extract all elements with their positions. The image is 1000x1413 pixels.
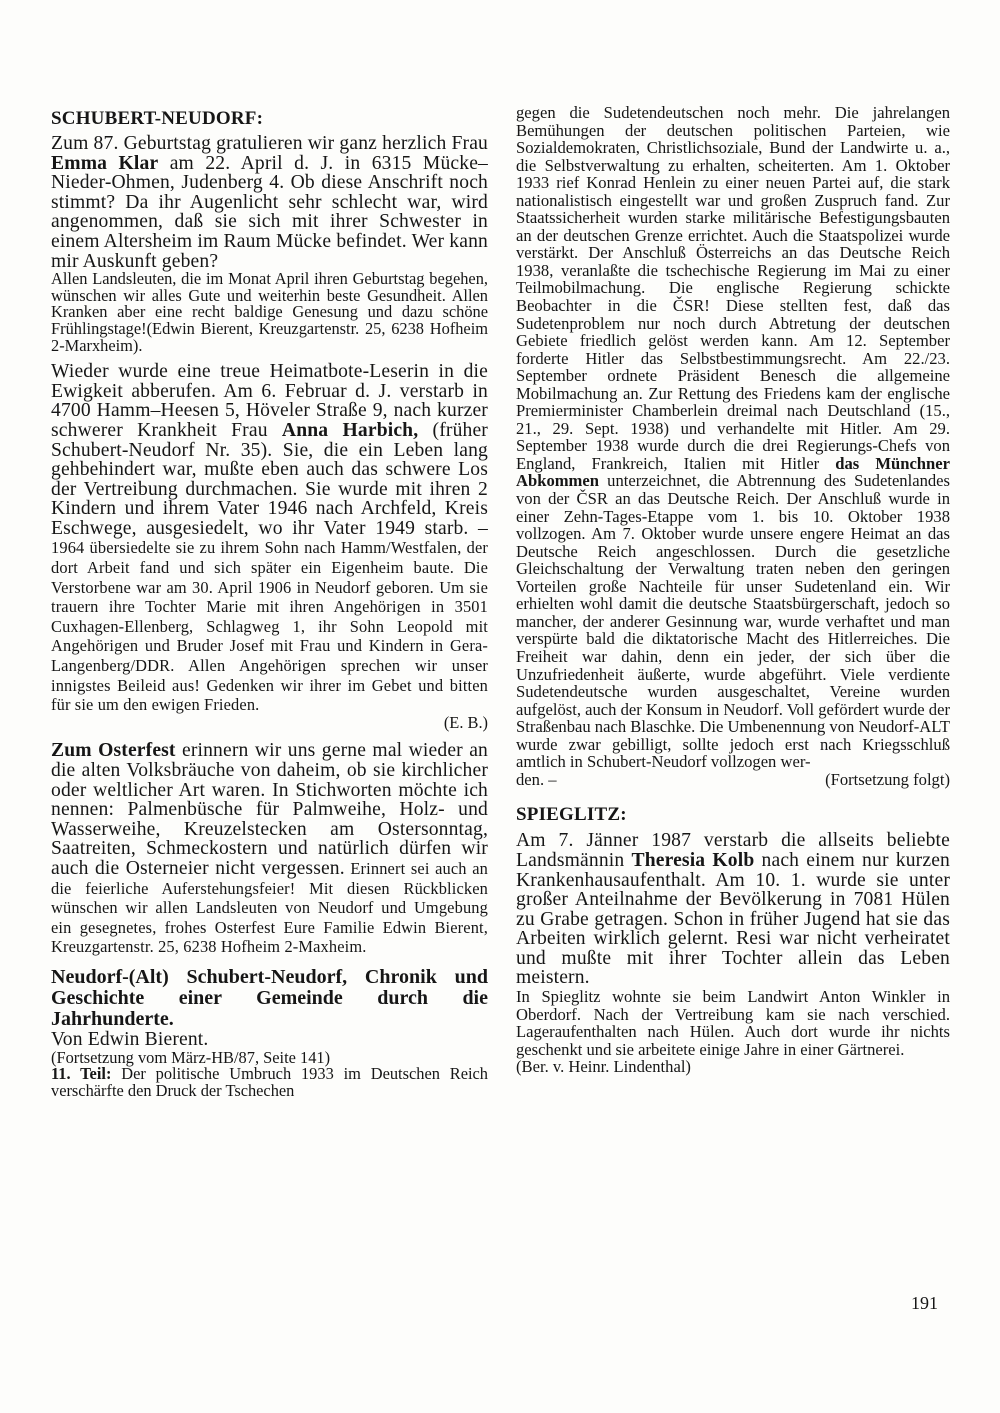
- chronicle-author: Von Edwin Bierent.: [51, 1028, 209, 1050]
- section-heading: SCHUBERT-NEUDORF:: [51, 108, 264, 129]
- easter-body-big: erinnern wir uns gerne mal wieder an die alten Volksbräuche von daheim, ob sie kirchlicher oder weltlicher Art waren. In Stichworten möchte ich nennen: Palmenbüsche für Palmweihe, Holz- und Wasserweihe, Kreuzelstecken am Ostersonntag, Saatreiten, Schmeckostern und natürlich dürfen wir auch die Osterneier nicht vergessen.: [51, 740, 489, 879]
- chronicle-continuation: (Fortsetzung vom März-HB/87, Seite 141): [51, 1047, 331, 1067]
- chronicle-end-text: den. –: [516, 769, 557, 789]
- chronicle-text-1: gegen die Sudetendeutschen noch mehr. Die jahrelangen Bemühungen der deutschen politischen Parteien, wie Sozialdemokraten, Christlichsoziale, Bund der Landwirte u. a., die Selbstverwaltung zu erhalten, scheiterten. Am 1. Oktober 1933 rief Konrad Henlein zu einer neuen Partei auf, die stark nationalistisch eingestellt war und großen Zuspruch fand. Zur Staatssicherheit wurden starke militärische Befestigungsbauten an der deutschen Grenze errichtet. Auch die Staatspolizei wurde verstärkt. Der Anschluß Österreichs an das Deutsche Reich 1938, veranlaßte die tschechische Regierung im Mai zu einer Teilmobilmachung. Die englische Regierung schickte Beobachter in die ČSR! Diese stellten fest, daß das Sudetenproblem nur noch durch Abtretung der deutschen Gebiete friedlich gelöst werden kann. Am 12. September forderte Hitler das Selbstbestimmungsrecht. Am 22./23. September ordnete Präsident Benesch die allgemeine Mobilmachung an. Zur Rettung des Friedens kam der englische Premierminister Chamberlein dreimal nach Deutschland (15., 21., 29. Sept. 1938) und verhandelte mit Hitler. Am 29. September 1938 wurde durch die drei Regierungs-Chefs von England, Frankreich, Italien mit Hitler: [516, 103, 950, 473]
- page-number: 191: [911, 1293, 938, 1313]
- signature: (E. B.): [443, 712, 488, 732]
- easter-text: [51, 741, 488, 957]
- munich-agreement: das Münchner Abkommen: [516, 453, 950, 491]
- easter-lead: Zum Osterfest: [51, 740, 176, 762]
- chronicle-body: [516, 104, 950, 771]
- greetings-notice: Allen Landsleuten, die im Monat April ihren Geburtstag begehen, wünschen wir alles Gute und weiterhin beste Gesundheit. Allen Kranken aber eine recht baldige Genesung und dazu schöne Frühlingstage!(Edwin Bierent, Kreuzgartenstr. 25, 6238 Hofheim 2-Marxheim).: [51, 269, 488, 355]
- part-text: Der politische Umbruch 1933 im Deutschen Reich verschärfte den Druck der Tschechen: [51, 1064, 488, 1100]
- obituary-text-pre: Wieder wurde eine treue Heimatbote-Leserin in die Ewigkeit abberufen. Am 6. Februar d. J. verstarb in 4700 Hamm–Heesen 5, Höveler Straße 9, nach kurzer schwerer Krankheit Frau: [51, 361, 488, 441]
- to-be-continued: (Fortsetzung folgt): [825, 769, 950, 789]
- birthday-notice: [51, 134, 488, 271]
- birthday-text-pre: Zum 87. Geburtstag gratulieren wir ganz herzlich Frau: [51, 133, 488, 154]
- obituary-notice: [51, 362, 488, 715]
- right-column: [516, 104, 950, 1076]
- chronicle-title: Neudorf-(Alt) Schubert-Neudorf, Chronik und Geschichte einer Gemeinde durch die Jahrhunderte.: [51, 965, 488, 1030]
- chronicle-text-2: unterzeichnet, die Abtrennung des Sudetenlandes von der ČSR an das Deutsche Reich. Der Anschluß wurde in einer Zehn-Tages-Etappe vom 1. bis 10. Oktober 1938 vollzogen. Am 7. Oktober wurde unsere engere Heimat an das Deutsche Reich angeschlossen. Durch die gesetzliche Gleichschaltung der Verwaltung traten neben den geringen Vorteilen große Nachteile für unser Sudetenland ein. Wir erhielten wohl damit die deutsche Staatsbürgerschaft, jedoch so mancher, der anderer Gesinnung war, wurde verhaftet und man verspürte bald die diktatorische Macht des Hitlerreiches. Die Freiheit war dahin, denn ein jeder, der sich über die Unzufriedenheit äußerte, wurde abgeführt. Viele verdiente Sudetendeutsche wurden ausgeschaltet, Vereine wurden aufgelöst, auch der Konsum in Neudorf. Voll gefördert wurde der Straßenbau nach Blaschke. Die Umbenennung von Neudorf-ALT wurde zwar gebilligt, sollte jedoch erst nach Kriegsschluß amtlich in Schubert-Neudorf vollzogen wer-: [516, 471, 950, 772]
- person-name: Theresia Kolb: [631, 849, 755, 871]
- section-chronicle: [51, 967, 488, 1099]
- report-credit: (Ber. v. Heinr. Lindenthal): [516, 1057, 691, 1077]
- spieglitz-text-post: nach einem nur kurzen Krankenhausaufenthalt. Am 10. 1. wurde sie unter großer Anteilnahme der Bevölkerung in 7081 Hülen zu Grabe getragen. Schon in früher Jugend hat sie das Arbeiten wirklich gelernt. Resi war nicht verheiratet und mußte mit ihrer Tochter allein das Leben meistern.: [516, 849, 950, 989]
- person-name: Emma Klar: [51, 152, 159, 174]
- chronicle-continued: [516, 104, 950, 788]
- section-spieglitz: [516, 804, 950, 1075]
- obituary-text-small: 1964 übersiedelte sie zu ihrem Sohn nach Hamm/Westfalen, der dort Arbeit fand und sich später ein Eigenheim baute. Die Verstorbene war am 30. April 1906 in Neudorf geboren. Um sie trauern ihre Tochter Marie mit ihren Angehörigen in 3501 Cuxhagen-Ellenberg, Schlagweg 1, ihr Sohn Leopold mit Angehörigen und Bruder Josef mit Frau und Kindern in Gera-Langenberg/DDR. Allen Angehörigen sprechen wir unser innigstes Beileid aus! Gedenken wir ihrer im Gebet und bitten für sie um den ewigen Frieden.: [51, 538, 488, 715]
- spieglitz-text-pre: Am 7. Jänner 1987 verstarb die allseits beliebte Landsmännin: [516, 830, 950, 871]
- birthday-text-post: am 22. April d. J. in 6315 Mücke–Nieder-Ohmen, Judenberg 4. Ob diese Anschrift noch stimmt? Da ihr Augenlicht sehr schlecht war, wird angenommen, daß sie sich mit ihrer Schwester in einem Altersheim im Raum Mücke befindet. Wer kann mir Auskunft geben?: [51, 152, 488, 272]
- part-label: 11. Teil:: [51, 1064, 112, 1084]
- person-name: Anna Harbich,: [281, 419, 419, 441]
- section-schubert-neudorf: [51, 108, 488, 731]
- spieglitz-obituary: [516, 831, 950, 988]
- chronicle-end-line: [516, 771, 950, 789]
- section-heading: SPIEGLITZ:: [516, 804, 627, 826]
- obituary-text-post: (früher Schubert-Neudorf Nr. 35). Sie, die ein Leben lang gehbehindert war, mußte eben auch das schwere Los der Vertreibung durchmachen. Sie wurde mit ihren 2 Kindern und ihrem Vater 1946 nach Archfeld, Kreis Eschwege, ausgesiedelt, wo ihr Vater 1949 starb. –: [51, 419, 488, 539]
- chronicle-part-intro: [51, 1066, 488, 1099]
- section-easter: [51, 741, 488, 957]
- spieglitz-details: In Spieglitz wohnte sie beim Landwirt Anton Winkler in Oberdorf. Nach der Vertreibung kam sie nach verschied. Lageraufenthalten nach Hülen. Auch dort wurde ihr nichts geschenkt und sie arbeitete einige Jahre in einer Gärtnerei.: [516, 987, 950, 1059]
- left-column: [51, 108, 488, 1099]
- easter-body-small: Erinnert sei auch an die feierliche Auferstehungsfeier! Mit diesen Rückblicken wünschen wir allen Landsleuten von Neudorf und Umgebung ein gesegnetes, frohes Osterfest Eure Familie Edwin Bierent, Kreuzgartenstr. 25, 6238 Hofheim 2-Maxheim.: [51, 858, 488, 957]
